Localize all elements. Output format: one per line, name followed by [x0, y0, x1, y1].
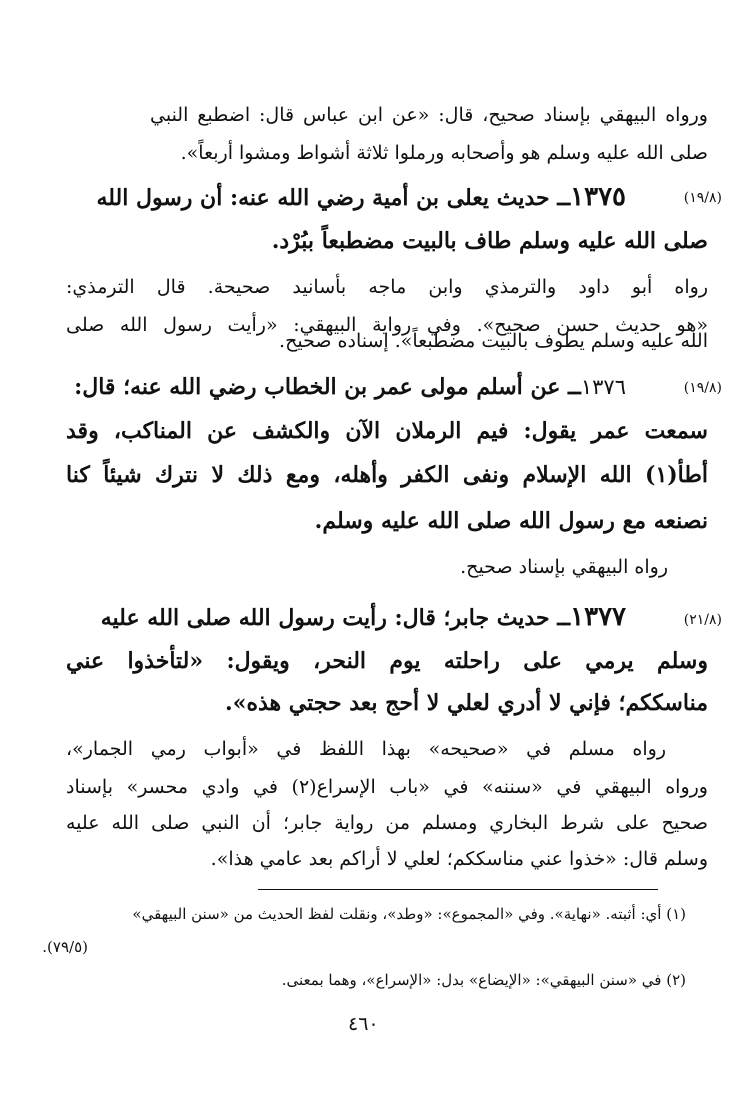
hadith-heading: [66, 602, 626, 632]
commentary-line: ورواه البيهقي في «سننه» في «باب الإسراع(٢) في وادي محسر» بإسناد: [66, 776, 708, 798]
hadith-number: ١٣٧٦: [580, 375, 626, 399]
commentary-line: رواه مسلم في «صحيحه» بهذا اللفظ في «أبواب رمي الجمار»،: [66, 738, 666, 760]
volume-page-reference: (٢١/٨): [683, 612, 722, 628]
hadith-heading: [66, 182, 626, 212]
hadith-line: ــ عن أسلم مولى عمر بن الخطاب رضي الله عنه؛ قال:: [74, 374, 581, 400]
commentary-line: صحيح على شرط البخاري ومسلم من رواية جابر؛ أن النبي صلى الله عليه: [66, 812, 708, 834]
footnote-line: (٢) في «سنن البيهقي»: «الإيضاع» بدل: «الإسراع»، وهما بمعنى.: [281, 971, 686, 989]
hadith-number: ١٣٧٥: [570, 182, 626, 212]
volume-page-reference: (١٩/٨): [683, 380, 722, 396]
hadith-line: مناسككم؛ فإني لا أدري لعلي لا أحج بعد حجتي هذه».: [225, 690, 708, 716]
page-number: ٤٦٠: [348, 1013, 379, 1035]
hadith-line: سمعت عمر يقول: فيم الرملان الآن والكشف عن المناكب، وقد: [66, 418, 708, 444]
hadith-line: وسلم يرمي على راحلته يوم النحر، ويقول: «لتأخذوا عني: [66, 648, 708, 674]
commentary-line: الله عليه وسلم يطوف بالبيت مضطبعاً». إسناده صحيح.: [279, 330, 708, 352]
footnote-separator: [258, 889, 658, 890]
volume-page-reference: (١٩/٨): [683, 190, 722, 206]
footnote-line: (١) أي: أثبته. «نهاية». وفي «المجموع»: «وطد»، ونقلت لفظ الحديث من «سنن البيهقي»: [132, 905, 686, 923]
hadith-number: ١٣٧٧: [570, 602, 626, 632]
commentary-line: رواه البيهقي بإسناد صحيح.: [460, 556, 668, 578]
hadith-line: ــ حديث يعلى بن أمية رضي الله عنه: أن رسول الله: [96, 185, 571, 211]
commentary-line: وسلم قال: «خذوا عني مناسككم؛ لعلي لا أراكم بعد عامي هذا».: [210, 848, 708, 870]
intro-line: صلى الله عليه وسلم هو وأصحابه ورملوا ثلاثة أشواط ومشوا أربعاً».: [180, 142, 708, 164]
intro-line: ورواه البيهقي بإسناد صحيح، قال: «عن ابن عباس قال: اضطبع النبي: [150, 104, 708, 126]
hadith-line: نصنعه مع رسول الله صلى الله عليه وسلم.: [314, 508, 708, 534]
footnote-line: (٧٩/٥).: [42, 938, 88, 956]
hadith-line: صلى الله عليه وسلم طاف بالبيت مضطبعاً ببُرْد.: [271, 228, 708, 254]
commentary-line: «هو حديث حسن صحيح». وفي رواية البيهقي: «رأيت رسول الله صلى: [66, 314, 708, 336]
hadith-line: أطأ(١) الله الإسلام ونفى الكفر وأهله، ومع ذلك لا نترك شيئاً كنا: [66, 462, 708, 488]
hadith-heading: [66, 374, 626, 400]
hadith-line: ــ حديث جابر؛ قال: رأيت رسول الله صلى الله عليه: [100, 605, 571, 631]
commentary-line: رواه أبو داود والترمذي وابن ماجه بأسانيد صحيحة. قال الترمذي:: [66, 276, 708, 298]
